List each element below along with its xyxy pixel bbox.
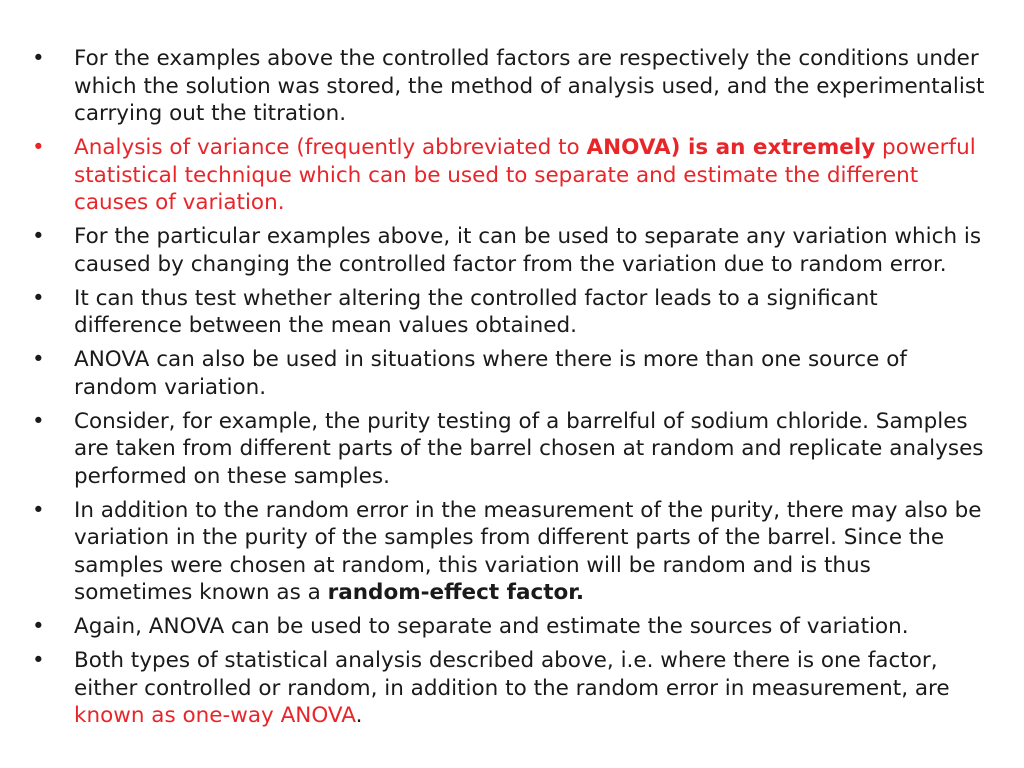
bullet-text-segment: ANOVA can also be used in situations where there is more than one source of random variation. <box>74 347 907 400</box>
bullet-text-segment: ANOVA) is an extremely <box>586 135 876 160</box>
bullet-item-7 <box>30 497 990 607</box>
bullet-text-segment: For the particular examples above, it can be used to separate any variation which is caused by changing the controlled factor from the variation due to random error. <box>74 224 982 277</box>
bullet-text-segment: For the examples above the controlled factors are respectively the conditions under which the solution was stored, the method of analysis used, and the experimentalist carrying out the titration. <box>74 46 985 126</box>
bullet-dot-icon: • <box>32 408 45 434</box>
bullet-text-segment: It can thus test whether altering the controlled factor leads to a significant difference between the mean values obtained. <box>74 285 878 338</box>
bullet-dot-icon: • <box>32 224 45 249</box>
bullet-item-1 <box>30 45 990 128</box>
bullet-dot-icon: • <box>32 347 45 372</box>
bullet-text-segment: . <box>355 703 363 728</box>
bullet-text-segment: Consider, for example, the purity testing of a barrelful of sodium chloride. Samples are taken from different parts of the barrel chosen at random and replicate analyses performed on these samples. <box>74 408 984 489</box>
bullet-item-5 <box>30 346 990 401</box>
bullet-text-segment: known as one-way ANOVA <box>74 703 356 728</box>
bullet-item-4 <box>30 285 990 340</box>
bullet-text-segment: powerful statistical technique which can be used to separate and estimate the different causes of variation. <box>74 135 976 215</box>
bullet-text-segment: Again, ANOVA can be used to separate and estimate the sources of variation. <box>74 614 909 639</box>
bullet-item-9 <box>30 647 990 730</box>
bullet-text-segment: Both types of statistical analysis described above, i.e. where there is one factor, either controlled or random, in addition to the random error in measurement, are <box>74 648 950 701</box>
bullet-dot-icon: • <box>32 285 45 311</box>
bullet-dot-icon: • <box>32 648 45 673</box>
bullet-dot-icon: • <box>32 135 45 160</box>
bullet-text-segment: Analysis of variance (frequently abbreviated to <box>74 135 587 160</box>
bullet-text-segment: random-effect factor. <box>327 580 584 605</box>
bullet-text-segment: In addition to the random error in the measurement of the purity, there may also be variation in the purity of the samples from different parts of the barrel. Since the samples were chosen at random, this variation will be random and is thus sometimes known as a <box>74 497 982 605</box>
bullet-item-6 <box>30 408 990 491</box>
bullet-item-2 <box>30 134 990 217</box>
bullet-item-3 <box>30 223 990 278</box>
bullet-dot-icon: • <box>32 497 45 523</box>
bullet-item-8 <box>30 613 990 641</box>
bullet-dot-icon: • <box>32 46 45 71</box>
bullet-dot-icon: • <box>32 614 45 639</box>
bullet-list <box>30 45 990 736</box>
